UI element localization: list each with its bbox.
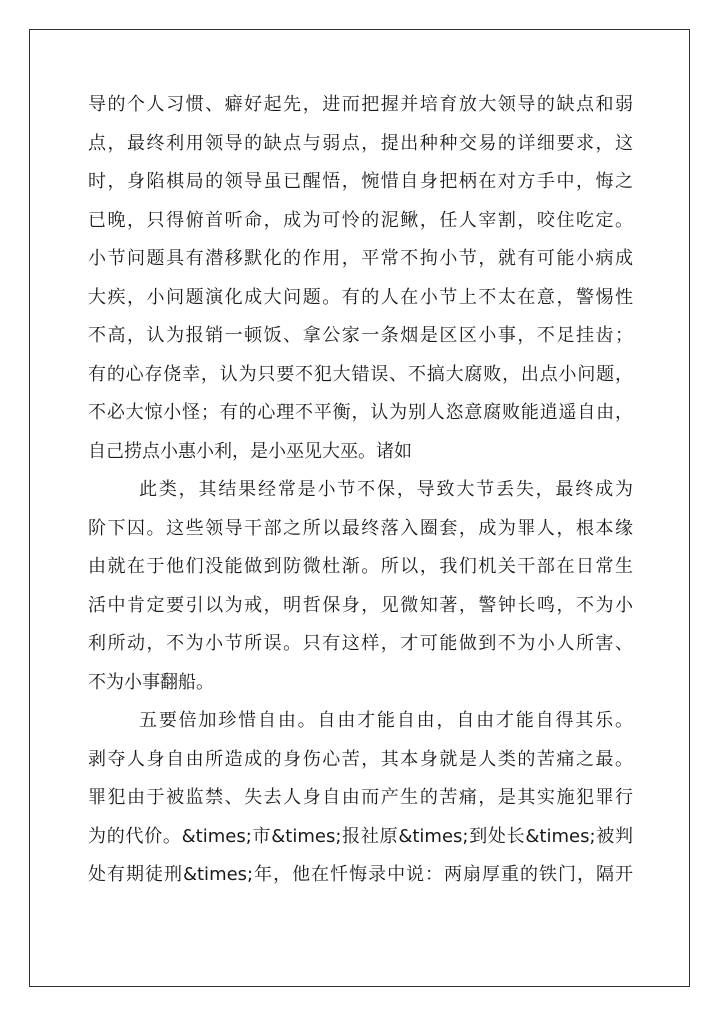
text-line-20: 为的代价。&times;市&times;报社原&times;到处长&times;被判 [88, 825, 633, 847]
text-line-3: 时，身陷棋局的领导虽已醒悟，惋惜自身把柄在对方手中，悔之 [88, 171, 633, 192]
text-line-8: 有的心存侥幸，认为只要不犯大错误、不搞大腐败，出点小问题， [88, 363, 633, 385]
text-line-11: 此类，其结果经常是小节不保，导致大节丢失，最终成为 [139, 479, 633, 500]
document-body [88, 86, 633, 895]
text-line-15: 利所动，不为小节所误。只有这样，才可能做到不为小人所害、 [88, 633, 633, 654]
text-line-7: 不高，认为报销一顿饭、拿公家一条烟是区区小事，不足挂齿； [88, 325, 633, 346]
text-line-19: 罪犯由于被监禁、失去人身自由而产生的苦痛，是其实施犯罪行 [88, 787, 633, 808]
text-line-4: 已晚，只得俯首听命，成为可怜的泥鳅，任人宰割，咬住吃定。 [88, 209, 633, 231]
text-line-17: 五要倍加珍惜自由。自由才能自由，自由才能自得其乐。 [139, 710, 633, 731]
text-line-6: 大疾，小问题演化成大问题。有的人在小节上不太在意，警惕性 [88, 286, 633, 308]
text-line-10: 自己捞点小惠小利，是小巫见大巫。诸如 [88, 440, 412, 462]
text-line-13: 由就在于他们没能做到防微杜渐。所以，我们机关干部在日常生 [88, 556, 633, 577]
text-line-5: 小节问题具有潜移默化的作用，平常不拘小节，就有可能小病成 [88, 248, 633, 269]
text-line-2: 点，最终利用领导的缺点与弱点，提出种种交易的详细要求，这 [88, 132, 633, 154]
text-line-14: 活中肯定要引以为戒，明哲保身，见微知著，警钟长鸣，不为小 [88, 594, 633, 616]
text-line-12: 阶下囚。这些领导干部之所以最终落入圈套，成为罪人，根本缘 [88, 517, 633, 539]
text-line-9: 不必大惊小怪；有的心理不平衡，认为别人恣意腐败能逍遥自由， [88, 402, 633, 423]
text-line-1: 导的个人习惯、癖好起先，进而把握并培育放大领导的缺点和弱 [88, 94, 633, 115]
text-line-21: 处有期徒刑&times;年，他在忏悔录中说：两扇厚重的铁门，隔开 [88, 864, 633, 885]
text-line-18: 剥夺人身自由所造成的身伤心苦，其本身就是人类的苦痛之最。 [88, 748, 633, 770]
text-line-16: 不为小事翻船。 [88, 671, 214, 693]
